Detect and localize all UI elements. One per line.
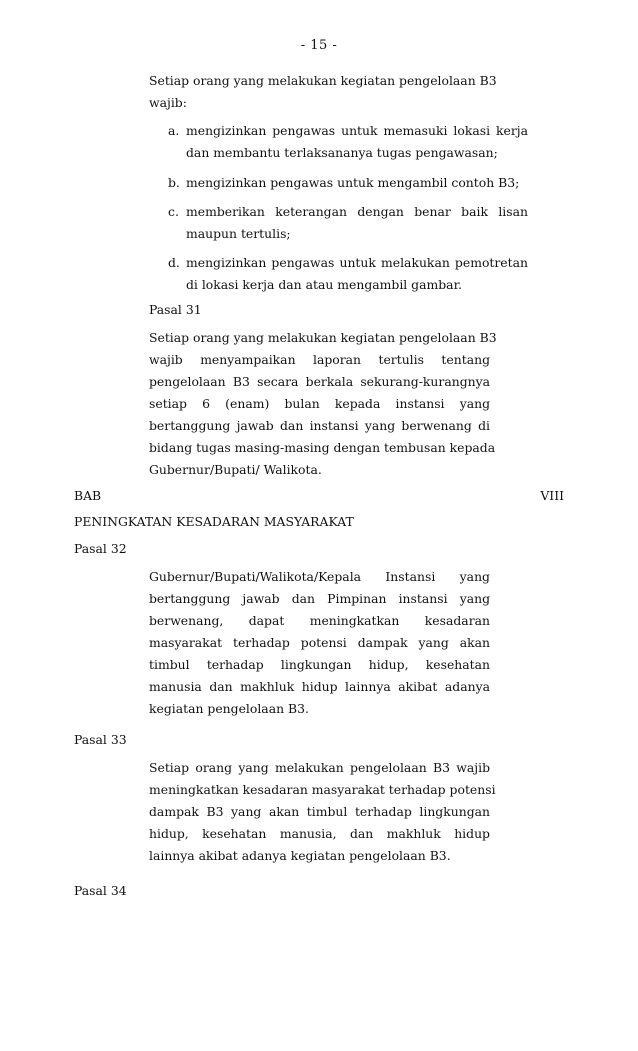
page-number: - 15 -: [300, 38, 338, 53]
chapter-title: PENINGKATAN KESADARAN MASYARAKAT: [74, 514, 354, 529]
paragraph-line: berwenang, dapat meningkatkan kesadaran: [149, 613, 490, 628]
list-marker: a.: [168, 123, 180, 138]
list-item-line: memberikan keterangan dengan benar baik lisan: [186, 204, 528, 219]
paragraph-line: hidup, kesehatan manusia, dan makhluk hidup: [149, 826, 490, 841]
paragraph-line: manusia dan makhluk hidup lainnya akibat adanya: [149, 679, 490, 694]
paragraph-line: Setiap orang yang melakukan kegiatan pengelolaan B3: [149, 330, 497, 345]
article-heading: Pasal 33: [74, 732, 127, 747]
paragraph-line: Gubernur/Bupati/Walikota/Kepala Instansi yang: [149, 569, 490, 584]
paragraph-line: timbul terhadap lingkungan hidup, kesehatan: [149, 657, 490, 672]
paragraph-line: bidang tugas masing-masing dengan tembusan kepada: [149, 440, 496, 455]
list-item-line: maupun tertulis;: [186, 226, 291, 241]
paragraph-line: setiap 6 (enam) bulan kepada instansi yang: [149, 396, 490, 411]
chapter-number: VIII: [540, 488, 564, 503]
list-item: [168, 120, 528, 172]
list-item: [168, 172, 528, 201]
paragraph-line: masyarakat terhadap potensi dampak yang akan: [149, 635, 490, 650]
paragraph-line: dampak B3 yang akan timbul terhadap lingkungan: [149, 804, 490, 819]
paragraph-line: meningkatkan kesadaran masyarakat terhadap potensi: [149, 782, 496, 797]
paragraph-line: pengelolaan B3 secara berkala sekurang-kurangnya: [149, 374, 490, 389]
paragraph-line: wajib menyampaikan laporan tertulis tentang: [149, 352, 490, 367]
article-body: [149, 327, 497, 481]
list-item-line: mengizinkan pengawas untuk melakukan pemotretan: [186, 255, 528, 270]
article-body: [149, 757, 496, 867]
chapter-label: BAB: [74, 488, 102, 503]
article-heading: Pasal 31: [149, 302, 202, 317]
paragraph-line: Gubernur/Bupati/ Walikota.: [149, 462, 322, 477]
list-item-line: di lokasi kerja dan atau mengambil gambar.: [186, 277, 463, 292]
article-body: [149, 566, 490, 720]
paragraph-line: wajib:: [149, 95, 187, 110]
paragraph-line: bertanggung jawab dan instansi yang berwenang di: [149, 418, 490, 433]
obligations-list: [168, 120, 528, 296]
list-item-line: mengizinkan pengawas untuk mengambil contoh B3;: [186, 175, 520, 190]
list-item: [168, 252, 528, 296]
list-marker: b.: [168, 175, 180, 190]
intro-paragraph: [149, 70, 497, 114]
list-marker: c.: [168, 204, 179, 219]
list-item-line: mengizinkan pengawas untuk memasuki lokasi kerja: [186, 123, 528, 138]
list-item-line: dan membantu terlaksananya tugas pengawasan;: [186, 145, 498, 160]
paragraph-line: kegiatan pengelolaan B3.: [149, 701, 309, 716]
list-marker: d.: [168, 255, 180, 270]
article-heading: Pasal 34: [74, 883, 127, 898]
paragraph-line: Setiap orang yang melakukan pengelolaan B3 wajib: [149, 760, 490, 775]
list-item: [168, 201, 528, 252]
paragraph-line: lainnya akibat adanya kegiatan pengelolaan B3.: [149, 848, 451, 863]
paragraph-line: bertanggung jawab dan Pimpinan instansi yang: [149, 591, 490, 606]
paragraph-line: Setiap orang yang melakukan kegiatan pengelolaan B3: [149, 73, 497, 88]
article-heading: Pasal 32: [74, 541, 127, 556]
